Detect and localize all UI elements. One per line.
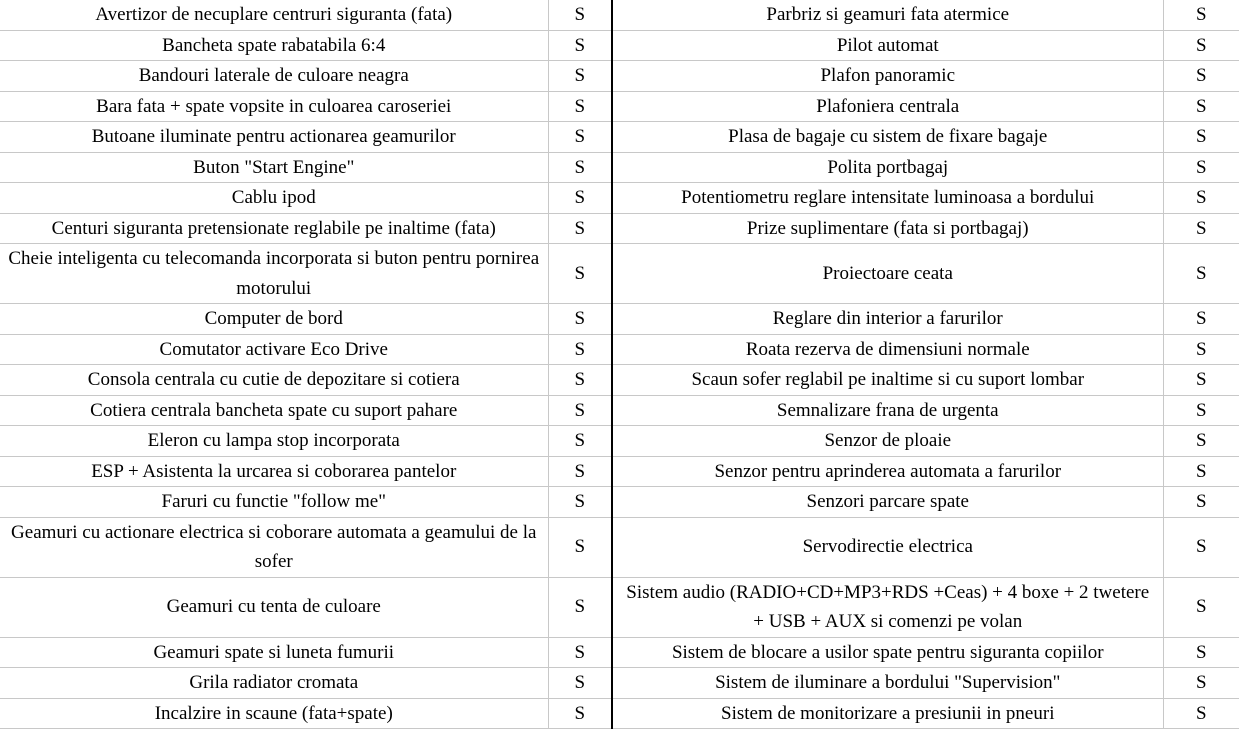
standard-flag-right: S [1163,61,1239,92]
feature-left: ESP + Asistenta la urcarea si coborarea pantelor [0,456,548,487]
feature-right: Polita portbagaj [612,152,1163,183]
feature-left: Avertizor de necuplare centruri siguranta (fata) [0,0,548,30]
feature-right: Senzori parcare spate [612,487,1163,518]
standard-flag-right: S [1163,334,1239,365]
standard-flag-left: S [548,244,612,304]
feature-left: Geamuri cu tenta de culoare [0,577,548,637]
standard-flag-right: S [1163,426,1239,457]
standard-flag-right: S [1163,698,1239,729]
feature-left: Computer de bord [0,304,548,335]
feature-left: Geamuri spate si luneta fumurii [0,637,548,668]
standard-flag-left: S [548,152,612,183]
table-row [0,213,1239,244]
table-row [0,30,1239,61]
table-row [0,183,1239,214]
feature-left: Comutator activare Eco Drive [0,334,548,365]
table-row [0,365,1239,396]
feature-left: Centuri siguranta pretensionate reglabile pe inaltime (fata) [0,213,548,244]
table-row [0,487,1239,518]
standard-flag-right: S [1163,365,1239,396]
standard-flag-right: S [1163,395,1239,426]
table-row [0,304,1239,335]
standard-flag-left: S [548,30,612,61]
standard-flag-left: S [548,668,612,699]
feature-right: Semnalizare frana de urgenta [612,395,1163,426]
feature-left: Cablu ipod [0,183,548,214]
feature-left: Consola centrala cu cutie de depozitare si cotiera [0,365,548,396]
standard-flag-left: S [548,637,612,668]
standard-flag-left: S [548,183,612,214]
feature-left: Geamuri cu actionare electrica si coborare automata a geamului de la sofer [0,517,548,577]
standard-flag-left: S [548,517,612,577]
table-row [0,122,1239,153]
table-row [0,244,1239,304]
standard-flag-left: S [548,395,612,426]
standard-flag-right: S [1163,30,1239,61]
standard-flag-right: S [1163,487,1239,518]
table-row [0,577,1239,637]
table-row [0,698,1239,729]
feature-left: Bandouri laterale de culoare neagra [0,61,548,92]
feature-right: Sistem de monitorizare a presiunii in pneuri [612,698,1163,729]
feature-left: Faruri cu functie "follow me" [0,487,548,518]
table-row [0,61,1239,92]
standard-flag-right: S [1163,637,1239,668]
table-row [0,152,1239,183]
table-row [0,334,1239,365]
standard-flag-right: S [1163,517,1239,577]
standard-flag-right: S [1163,304,1239,335]
standard-flag-right: S [1163,183,1239,214]
feature-left: Incalzire in scaune (fata+spate) [0,698,548,729]
feature-right: Pilot automat [612,30,1163,61]
feature-left: Bara fata + spate vopsite in culoarea caroseriei [0,91,548,122]
feature-right: Plafoniera centrala [612,91,1163,122]
feature-right: Parbriz si geamuri fata atermice [612,0,1163,30]
feature-left: Cotiera centrala bancheta spate cu suport pahare [0,395,548,426]
feature-left: Cheie inteligenta cu telecomanda incorporata si buton pentru pornirea motorului [0,244,548,304]
feature-right: Potentiometru reglare intensitate luminoasa a bordului [612,183,1163,214]
standard-flag-left: S [548,91,612,122]
feature-right: Sistem audio (RADIO+CD+MP3+RDS +Ceas) + 4 boxe + 2 twetere + USB + AUX si comenzi pe volan [612,577,1163,637]
feature-right: Scaun sofer reglabil pe inaltime si cu suport lombar [612,365,1163,396]
feature-right: Plasa de bagaje cu sistem de fixare bagaje [612,122,1163,153]
table-row [0,0,1239,30]
standard-flag-left: S [548,698,612,729]
table-row [0,668,1239,699]
feature-right: Reglare din interior a farurilor [612,304,1163,335]
standard-flag-left: S [548,365,612,396]
feature-left: Bancheta spate rabatabila 6:4 [0,30,548,61]
standard-flag-left: S [548,122,612,153]
feature-left: Buton "Start Engine" [0,152,548,183]
feature-right: Proiectoare ceata [612,244,1163,304]
standard-flag-right: S [1163,152,1239,183]
table-row [0,517,1239,577]
feature-right: Senzor de ploaie [612,426,1163,457]
feature-right: Roata rezerva de dimensiuni normale [612,334,1163,365]
standard-flag-left: S [548,61,612,92]
feature-left: Grila radiator cromata [0,668,548,699]
feature-right: Servodirectie electrica [612,517,1163,577]
feature-right: Sistem de iluminare a bordului "Supervision" [612,668,1163,699]
standard-flag-left: S [548,487,612,518]
standard-flag-left: S [548,304,612,335]
table-row [0,395,1239,426]
standard-flag-left: S [548,456,612,487]
standard-flag-left: S [548,0,612,30]
feature-right: Sistem de blocare a usilor spate pentru siguranta copiilor [612,637,1163,668]
standard-flag-right: S [1163,0,1239,30]
feature-right: Prize suplimentare (fata si portbagaj) [612,213,1163,244]
standard-flag-right: S [1163,456,1239,487]
standard-flag-right: S [1163,668,1239,699]
table-row [0,456,1239,487]
feature-left: Butoane iluminate pentru actionarea geamurilor [0,122,548,153]
feature-right: Senzor pentru aprinderea automata a farurilor [612,456,1163,487]
standard-flag-left: S [548,577,612,637]
standard-flag-left: S [548,426,612,457]
feature-right: Plafon panoramic [612,61,1163,92]
standard-flag-left: S [548,213,612,244]
standard-flag-right: S [1163,91,1239,122]
standard-flag-right: S [1163,213,1239,244]
table-row [0,637,1239,668]
standard-flag-right: S [1163,122,1239,153]
table-row [0,426,1239,457]
standard-flag-right: S [1163,244,1239,304]
standard-flag-right: S [1163,577,1239,637]
table-row [0,91,1239,122]
standard-flag-left: S [548,334,612,365]
feature-left: Eleron cu lampa stop incorporata [0,426,548,457]
